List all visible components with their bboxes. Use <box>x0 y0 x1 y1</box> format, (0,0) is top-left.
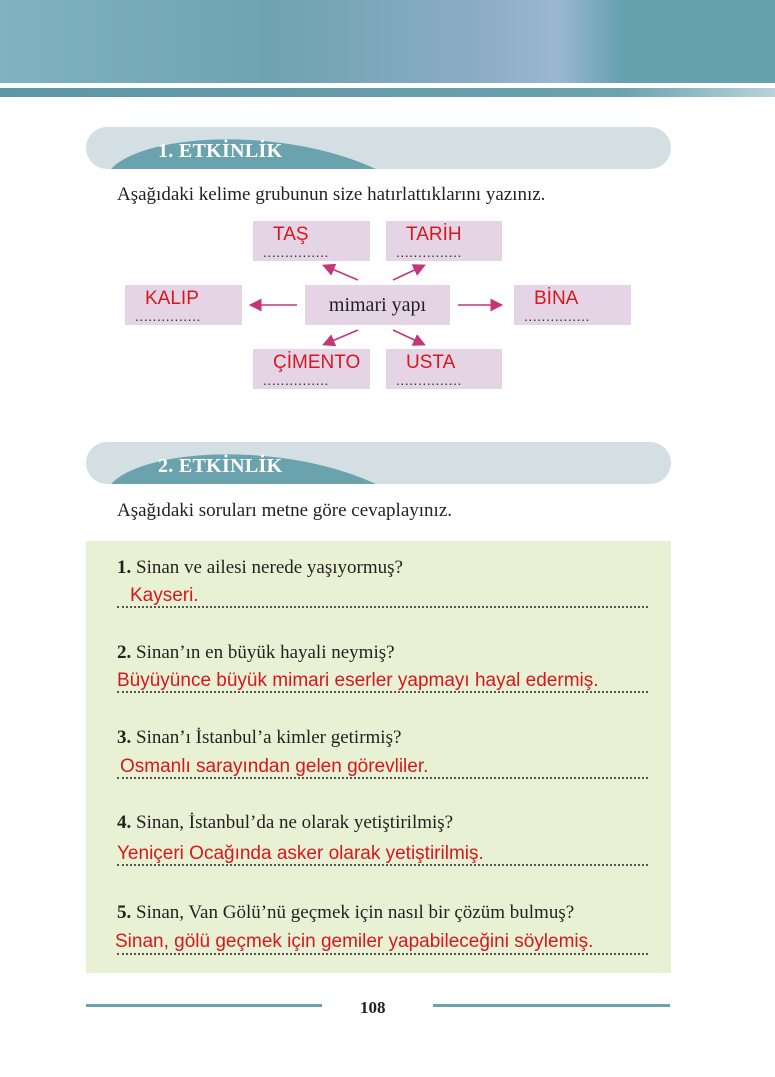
question-text: Sinan ve ailesi nerede yaşıyormuş? <box>131 557 403 578</box>
activity1-instruction: Aşağıdaki kelime grubunun size hatırlattıklarını yazınız. <box>117 184 546 205</box>
activity2-title: 2. ETKİNLİK <box>158 455 283 477</box>
answer-tas: TAŞ <box>273 223 309 245</box>
question-number: 3. <box>117 727 132 748</box>
question-text: Sinan’ın en büyük hayali neymiş? <box>131 642 395 663</box>
answer-line <box>117 864 648 866</box>
dots: ............... <box>263 243 329 260</box>
answer-tarih: TARİH <box>406 223 462 245</box>
question-number: 2. <box>117 642 132 663</box>
dots: ............... <box>524 307 590 324</box>
center-word: mimari yapı <box>328 293 427 316</box>
page-number: 108 <box>360 998 386 1017</box>
question-3 <box>117 727 401 749</box>
answer-line <box>117 691 648 693</box>
dots: ............... <box>396 243 462 260</box>
arrow-down-right <box>393 330 423 344</box>
answer-usta: USTA <box>406 351 456 373</box>
answer-line <box>117 606 648 608</box>
arrows <box>0 0 775 420</box>
activity2-header <box>86 442 671 484</box>
arrow-down-left <box>325 330 358 344</box>
question-4 <box>117 812 453 834</box>
question-2 <box>117 642 395 664</box>
answer-2: Büyüyünce büyük mimari eserler yapmayı hayal edermiş. <box>117 670 599 691</box>
answer-kalip: KALIP <box>145 287 199 309</box>
arrow-up-left <box>325 266 358 280</box>
answer-line <box>117 777 648 779</box>
answer-4: Yeniçeri Ocağında asker olarak yetiştirilmiş. <box>117 843 484 864</box>
question-number: 4. <box>117 812 132 833</box>
question-text: Sinan’ı İstanbul’a kimler getirmiş? <box>131 727 402 748</box>
question-5 <box>117 902 574 924</box>
footer-line-left <box>86 1004 322 1007</box>
question-1 <box>117 557 403 579</box>
answer-1: Kayseri. <box>130 585 199 606</box>
question-text: Sinan, Van Gölü’nü geçmek için nasıl bir çözüm bulmuş? <box>131 902 575 923</box>
dots: ............... <box>263 371 329 388</box>
answer-5: Sinan, gölü geçmek için gemiler yapabileceğini söylemiş. <box>115 931 594 952</box>
answer-line <box>117 953 648 955</box>
activity1-title: 1. ETKİNLİK <box>158 140 283 162</box>
answer-3: Osmanlı sarayından gelen görevliler. <box>120 756 429 777</box>
dots: ............... <box>135 307 201 324</box>
question-text: Sinan, İstanbul’da ne olarak yetiştirilmiş? <box>131 812 454 833</box>
dots: ............... <box>396 371 462 388</box>
answer-bina: BİNA <box>534 287 579 309</box>
answer-cimento: ÇİMENTO <box>273 351 361 373</box>
question-number: 5. <box>117 902 132 923</box>
arrow-up-right <box>393 266 423 280</box>
question-number: 1. <box>117 557 132 578</box>
footer-line-right <box>433 1004 670 1007</box>
activity2-instruction: Aşağıdaki soruları metne göre cevaplayınız. <box>117 500 453 521</box>
